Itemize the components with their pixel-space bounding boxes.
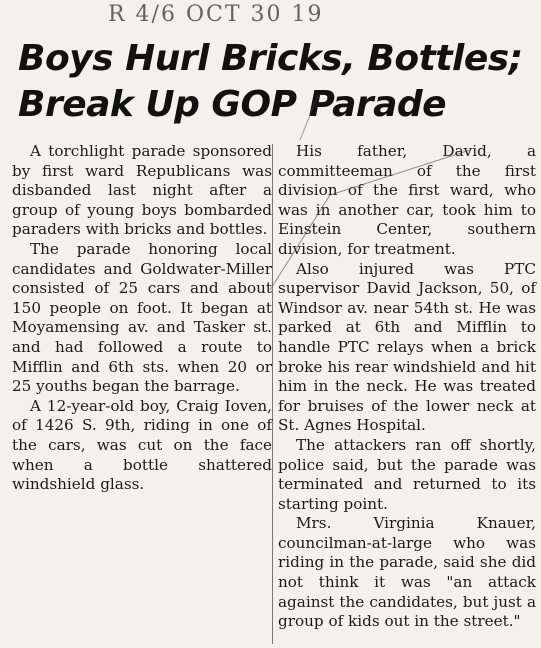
paragraph: The parade honoring local candidates and Goldwater-Miller consisted of 25 cars and about 150 people on foot. It began at Moyamensing av. and Tasker st. and had followed a route to Mifflin and 6th sts. when 20 or 25 youths began the barrage.	[12, 239, 272, 396]
paragraph: His father, David, a committeeman of the first division of the first ward, who was in another car, took him to Einstein Center, southern division, for treatment.	[278, 142, 536, 258]
column-divider	[272, 144, 273, 644]
headline	[18, 36, 533, 128]
article-left-column	[12, 142, 272, 495]
paragraph: The attackers ran off shortly, police said, but the parade was terminated and returned to its starting point.	[278, 435, 536, 513]
headline-line-1: Boys Hurl Bricks, Bottles;	[18, 38, 523, 79]
paragraph: A torchlight parade sponsored by first ward Republicans was disbanded last night after a group of young boys bombarded paraders with bricks and bottles.	[12, 142, 272, 239]
article-right-column	[278, 142, 536, 632]
paragraph: Also injured was PTC supervisor David Jackson, 50, of Windsor av. near 54th st. He was parked at 6th and Mifflin to handle PTC relays when a brick broke his rear windshield and hit him in the neck. He was treated for bruises of the lower neck at St. Agnes Hospital.	[278, 259, 536, 435]
paragraph: Mrs. Virginia Knauer, councilman-at-large who was riding in the parade, said she did not think it was "an attack against the candidates, but just a group of kids out in the street."	[278, 514, 536, 631]
date-stamp: R 4/6 OCT 30 19	[108, 2, 324, 27]
headline-line-2: Break Up GOP Parade	[18, 84, 447, 125]
paragraph: A 12-year-old boy, Craig Ioven, of 1426 S. 9th, riding in one of the cars, was cut on the face when a bottle shattered windshield glass.	[12, 396, 272, 494]
